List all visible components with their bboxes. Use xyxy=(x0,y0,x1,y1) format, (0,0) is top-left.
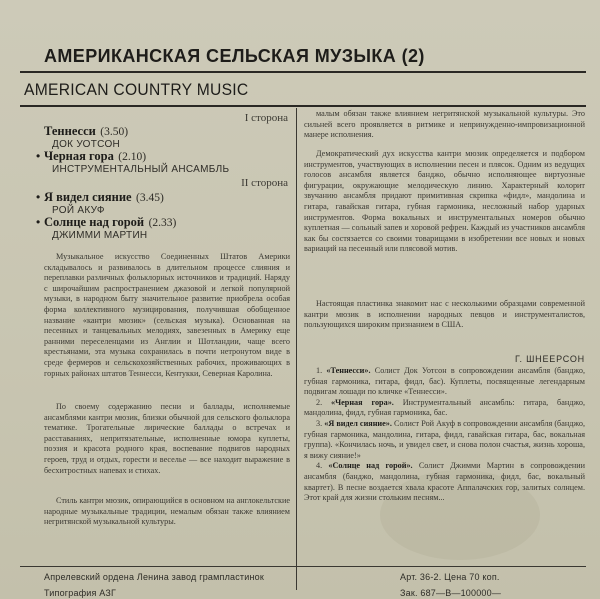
track-item xyxy=(36,215,294,242)
note-title: «Черная гора». xyxy=(331,397,394,407)
track-duration: (3.50) xyxy=(100,126,129,138)
essay-paragraph: По своему содержанию песни и баллады, исполняемые ансамблями кантри мюзик, близки обычной для сельского фольклора тематике. Трогательные лирические баллады о встречах и расставаниях, непритязательные, исполненные юмора куплеты, поэзия и красота родного края, воспевание подвигов народных героев, труд и отдых, горести и веселье — все находит выражение в бесхитростных напевах и стихах. xyxy=(44,402,290,475)
note-text: Солист Док Уотсон в сопровождении ансамбля (банджо, губная гармоника, гитара, фидл, бас). Куплеты, посвященные легендарным подвигам лошади по кличке «Теннесси». xyxy=(304,366,585,397)
note-title: «Я видел сияние». xyxy=(324,418,392,428)
top-rule xyxy=(20,71,586,73)
track-note xyxy=(304,366,585,398)
footer-rule xyxy=(20,566,586,567)
bullet-icon: • xyxy=(36,149,41,163)
essay-paragraph: малым обязан также влиянием негритянской музыкальной культуры. Это сильней всего проявляется в ритмике и непринужденно-импровизационной манере исполнения. xyxy=(304,109,585,140)
order-number: Зак. 687—В—100000— xyxy=(400,588,502,598)
title-english: AMERICAN COUNTRY MUSIC xyxy=(24,80,249,99)
bullet-icon: • xyxy=(36,215,41,229)
track-item xyxy=(36,190,294,217)
essay-paragraph: Настоящая пластинка знакомит нас с несколькими образцами современной кантри мюзик в исполнении народных певцов и инструменталистов, пользующихся широким признанием в США. xyxy=(304,299,585,330)
note-number: 4. xyxy=(316,461,323,471)
note-text: Солист Джимми Мартин в сопровождении ансамбля (банджо, мандолина, губная гармоника, фидл, бас, вокальный квартет). В песне воздается хвала красоте Аппалачских гор, залитых солнцем. Этот край для жизни стольким песням... xyxy=(304,461,585,503)
essay-paragraph: Стиль кантри мюзик, опирающийся в основном на англокельтские народные музыкальные традиции, немалым обязан также влиянием негритянской музыкальной культуры. xyxy=(44,496,290,527)
printer-name: Типография АЗГ xyxy=(44,588,117,598)
note-title: «Теннесси». xyxy=(326,366,371,375)
track-artist: ДОК УОТСОН xyxy=(52,139,121,150)
track-artist: ДЖИММИ МАРТИН xyxy=(52,230,148,241)
title-russian: АМЕРИКАНСКАЯ СЕЛЬСКАЯ МУЗЫКА (2) xyxy=(44,46,425,66)
side-one-label: I сторона xyxy=(244,112,288,124)
track-artist: РОЙ АКУФ xyxy=(52,205,105,216)
column-divider xyxy=(296,108,297,590)
track-title: Я видел сияние xyxy=(44,190,132,204)
track-title: Теннесси xyxy=(44,124,96,138)
header-rule xyxy=(20,105,586,107)
track-note xyxy=(304,461,585,503)
track-item xyxy=(36,149,294,176)
track-artist: ИНСТРУМЕНТАЛЬНЫЙ АНСАМБЛЬ xyxy=(52,164,230,175)
track-duration: (2.33) xyxy=(148,217,177,229)
article-price: Арт. 36-2. Цена 70 коп. xyxy=(400,572,500,582)
note-number: 1. xyxy=(316,366,323,375)
note-number: 2. xyxy=(316,397,323,407)
note-text: Солист Рой Акуф в сопровождении ансамбля (банджо, губная гармоника, мандолина, гитара, фидл, гавайская гитара, бас, вокальная группа). «Кончилась ночь, и увидел свет, и снова полон счастья, жизнь хороша, я вижу сияние!» xyxy=(304,418,585,460)
side-two-label: II сторона xyxy=(241,177,288,189)
note-number: 3. xyxy=(316,418,323,428)
note-text: Инструментальный ансамбль: гитара, банджо, мандолина, фидл, губная гармоника, бас. xyxy=(304,397,585,418)
track-note xyxy=(304,419,585,461)
author-signature: Г. ШНЕЕРСОН xyxy=(514,354,585,364)
plant-name: Апрелевский ордена Ленина завод грампластинок xyxy=(44,572,264,582)
track-title: Солнце над горой xyxy=(44,215,145,229)
bullet-icon: • xyxy=(36,190,41,204)
track-title: Черная гора xyxy=(44,149,114,163)
track-duration: (2.10) xyxy=(118,151,147,163)
track-note xyxy=(304,398,585,419)
note-title: «Солнце над горой». xyxy=(328,461,413,471)
essay-paragraph: Демократический дух искусства кантри мюзик определяется и подбором инструментов, участвующих в исполнении песен и плясок. Одним из ведущих голосов ансамбля является банджо, обычно исполняющее виртуозные фигурации, окружающие мелодическую линию. Характерный колорит звучанию ансамбля придают примитивная скрипка «фидл», мандолина и гитара, гавайская гитара, губная гармоника, несложный набор ударных инструментов. Форма вокальных и инструментальных номеров обычно куплетная — сольный запев и хоровой рефрен. Каждый из участников ансамбля как бы состязается со своими товарищами в изобретении все новых и новых вариаций на песенный или плясовой мотив. xyxy=(304,149,585,254)
essay-paragraph: Музыкальное искусство Соединенных Штатов Америки складывалось и развивалось в длительном процессе слияния и переплавки различных фольклорных источников и традиций. Наряду с широчайшим распространением джазовой и легкой популярной музыки, в народном быту значительное развитие приобрела особая форма коллективного музицирования, получившая обобщенное название «кантри мюзик» (сельская музыка). Основанная на песенных и танцевальных мелодиях, завезенных в Америку еще ранними переселенцами из Англии и Шотландии, чаще всего крестьянами, эта музыка сохранилась в почти нетронутом виде в среде фермеров и сельскохозяйственных рабочих, проживающих в горных районах штатов Теннесси, Кентукки, Северная Каролина. xyxy=(44,252,290,378)
track-notes xyxy=(304,366,585,504)
track-item xyxy=(44,125,294,151)
track-duration: (3.45) xyxy=(136,192,164,204)
